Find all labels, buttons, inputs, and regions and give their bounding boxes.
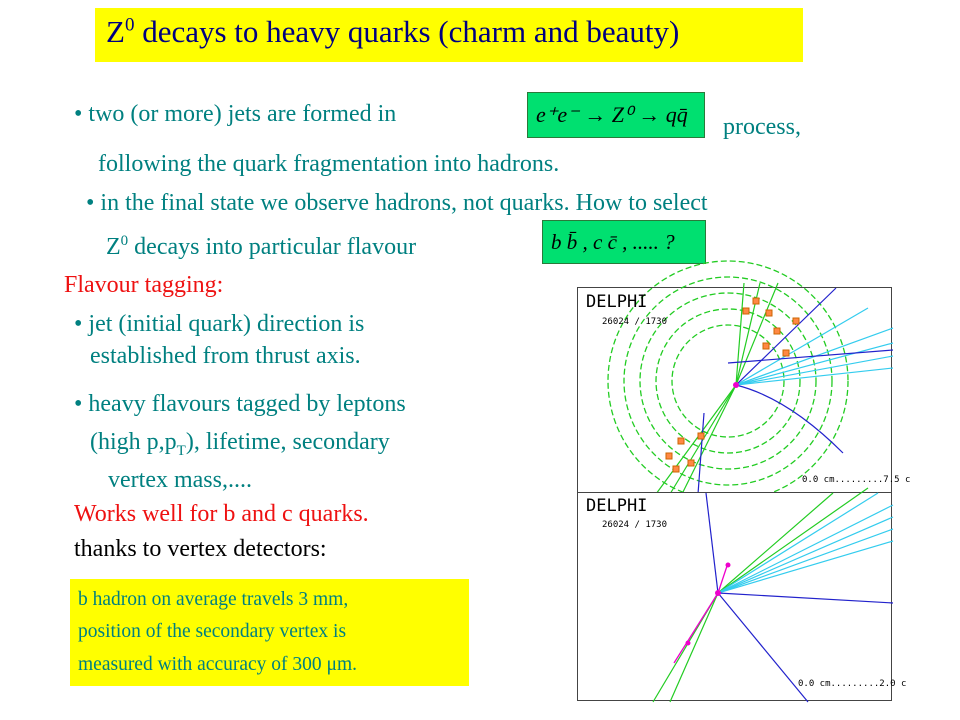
tag-thrust-line2: established from thrust axis. — [90, 343, 361, 369]
tag-leptons-line3: vertex mass,.... — [108, 467, 252, 493]
event-display-top — [577, 287, 911, 493]
formula-flavours: b b̄ , c c̄ , ..... ? — [542, 220, 706, 264]
note-line2: position of the secondary vertex is — [78, 621, 347, 642]
formula-ee-to-qq: e⁺e⁻ → Z⁰ → qq̄ — [527, 92, 705, 138]
run-number-bottom: 26024 / 1730 — [602, 520, 668, 530]
tag-leptons-line2: (high $p,p_T$), lifetime, secondary — [90, 429, 390, 459]
note-line1: b hadron on average travels 3 mm, — [78, 589, 349, 610]
bullet-jets-line2: following the quark fragmentation into hadrons. — [98, 151, 560, 177]
bullet-final-state: • in the final state we observe hadrons, not quarks. How to select — [86, 190, 708, 216]
event-display-bottom — [577, 492, 907, 701]
process-label: process, — [723, 114, 801, 140]
flavour-tagging-heading: Flavour tagging: — [64, 272, 224, 298]
bullet-jets: • two (or more) jets are formed in — [74, 101, 397, 127]
delphi-label-bottom: DELPHI — [586, 496, 648, 516]
delphi-label-top: DELPHI — [586, 292, 648, 312]
bullet-final-state-line2: $Z^0$ decays into particular flavour — [106, 233, 417, 260]
note-line3: measured with accuracy of 300 μm. — [78, 654, 358, 675]
run-number-top: 26024 / 1730 — [602, 317, 668, 327]
scale-top: 0.0 cm.........7.5 c — [802, 475, 911, 485]
scale-bottom: 0.0 cm.........2.0 c — [798, 679, 907, 689]
tag-leptons-line1: • heavy flavours tagged by leptons — [74, 391, 406, 417]
slide-title: $Z^0$ decays to heavy quarks (charm and beauty) — [106, 14, 680, 49]
tag-thrust-line1: • jet (initial quark) direction is — [74, 311, 365, 337]
works-well-text: Works well for b and c quarks. — [74, 501, 369, 527]
vertex-detectors-text: thanks to vertex detectors: — [74, 536, 327, 562]
